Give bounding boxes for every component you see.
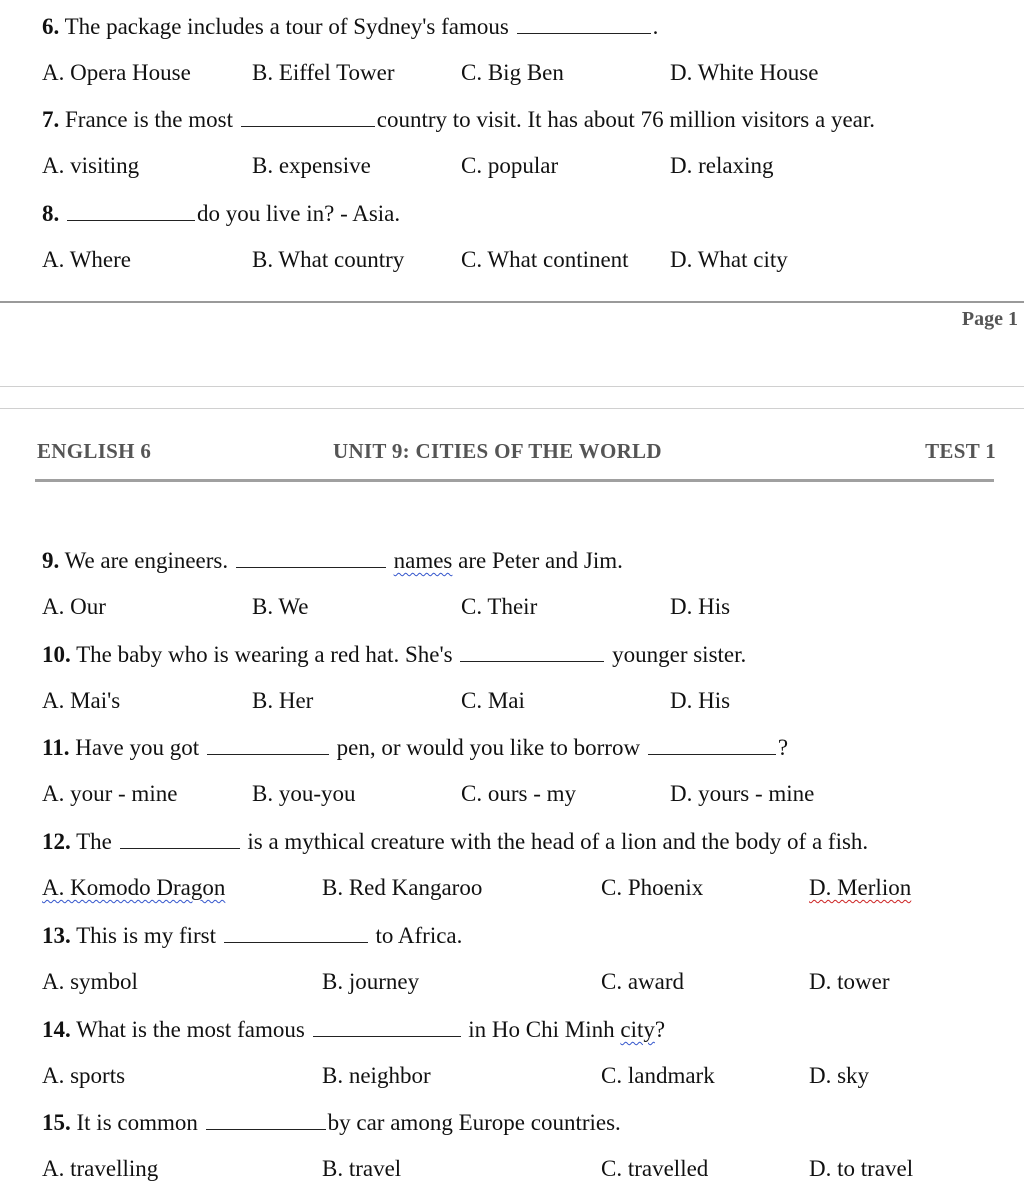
- question-text-end: younger sister.: [612, 642, 747, 667]
- option-b[interactable]: B. Red Kangaroo: [322, 875, 483, 900]
- option-c[interactable]: C. popular: [461, 153, 559, 178]
- option-b[interactable]: B. travel: [322, 1156, 402, 1181]
- question-text-end: do you live in? - Asia.: [197, 201, 401, 226]
- option-b[interactable]: B. What country: [252, 247, 405, 272]
- page-bottom-rule: [0, 301, 1024, 303]
- option-d[interactable]: D. tower: [809, 969, 890, 994]
- answer-blank[interactable]: [120, 826, 240, 849]
- option-a[interactable]: A. symbol: [42, 969, 138, 994]
- option-d[interactable]: D. His: [670, 688, 731, 713]
- question-text-mid: pen, or would you like to borrow: [336, 735, 641, 760]
- option-a[interactable]: A. sports: [42, 1063, 126, 1088]
- question-7: [42, 104, 875, 135]
- question-text: This is my first: [76, 923, 217, 948]
- question-text-end: ?: [777, 735, 789, 760]
- option-c[interactable]: C. travelled: [601, 1156, 709, 1181]
- option-c[interactable]: C. Big Ben: [461, 60, 564, 85]
- question-10: [42, 639, 746, 670]
- option-b[interactable]: B. neighbor: [322, 1063, 431, 1088]
- option-b[interactable]: B. Her: [252, 688, 314, 713]
- page-gap-top: [0, 386, 1024, 387]
- question-text: It is common: [76, 1110, 198, 1135]
- question-number: 13.: [42, 923, 71, 948]
- option-a[interactable]: A. visiting: [42, 153, 140, 178]
- question-number: 9.: [42, 548, 60, 573]
- option-c[interactable]: C. Mai: [461, 688, 525, 713]
- question-15: [42, 1107, 621, 1138]
- question-number: 7.: [42, 107, 60, 132]
- question-number: 8.: [42, 201, 60, 226]
- question-text-end: to Africa.: [375, 923, 463, 948]
- question-text: The: [76, 829, 112, 854]
- question-14: [42, 1014, 665, 1045]
- option-a[interactable]: A. Komodo Dragon: [42, 875, 226, 900]
- option-c[interactable]: C. ours - my: [461, 781, 576, 806]
- question-text-end: country to visit. It has about 76 million visitors a year.: [376, 107, 876, 132]
- option-d[interactable]: D. His: [670, 594, 731, 619]
- flagged-word: city: [620, 1017, 655, 1042]
- header-test-label: TEST 1: [925, 439, 996, 463]
- option-b[interactable]: B. journey: [322, 969, 420, 994]
- question-text: The baby who is wearing a red hat. She's: [76, 642, 453, 667]
- header-unit-title: UNIT 9: CITIES OF THE WORLD: [333, 439, 662, 463]
- question-text-end: by car among Europe countries.: [327, 1110, 621, 1135]
- question-number: 6.: [42, 14, 60, 39]
- option-a[interactable]: A. Where: [42, 247, 131, 272]
- page-gap-bottom: [0, 408, 1024, 409]
- option-d[interactable]: D. sky: [809, 1063, 870, 1088]
- question-text: What is the most famous: [76, 1017, 305, 1042]
- question-8: [42, 198, 400, 229]
- option-a[interactable]: A. Opera House: [42, 60, 191, 85]
- answer-blank[interactable]: [207, 732, 329, 755]
- option-a[interactable]: A. Our: [42, 594, 106, 619]
- option-d[interactable]: D. relaxing: [670, 153, 774, 178]
- header-rule: [35, 479, 994, 482]
- question-6: [42, 11, 658, 42]
- header-subject: ENGLISH 6: [37, 439, 152, 463]
- question-text-end: .: [652, 14, 659, 39]
- answer-blank[interactable]: [241, 104, 375, 127]
- question-number: 11.: [42, 735, 70, 760]
- option-b[interactable]: B. you-you: [252, 781, 356, 806]
- answer-blank[interactable]: [236, 545, 386, 568]
- option-c[interactable]: C. What continent: [461, 247, 629, 272]
- question-number: 15.: [42, 1110, 71, 1135]
- answer-blank[interactable]: [67, 198, 195, 221]
- question-text: The package includes a tour of Sydney's famous: [64, 14, 509, 39]
- option-d[interactable]: D. Merlion: [809, 875, 912, 900]
- question-text: We are engineers.: [64, 548, 229, 573]
- question-12: [42, 826, 868, 857]
- answer-blank[interactable]: [517, 11, 651, 34]
- option-d[interactable]: D. to travel: [809, 1156, 914, 1181]
- question-11: [42, 732, 788, 763]
- question-mark: ?: [654, 1017, 666, 1042]
- question-text-end: is a mythical creature with the head of a lion and the body of a fish.: [247, 829, 869, 854]
- option-d[interactable]: D. What city: [670, 247, 788, 272]
- option-a[interactable]: A. your - mine: [42, 781, 178, 806]
- question-text-end: are Peter and Jim.: [458, 548, 623, 573]
- question-text: Have you got: [75, 735, 200, 760]
- question-text: France is the most: [65, 107, 233, 132]
- answer-blank[interactable]: [206, 1107, 326, 1130]
- answer-blank[interactable]: [460, 639, 604, 662]
- option-b[interactable]: B. Eiffel Tower: [252, 60, 395, 85]
- answer-blank[interactable]: [313, 1014, 461, 1037]
- option-c[interactable]: C. Their: [461, 594, 538, 619]
- question-number: 12.: [42, 829, 71, 854]
- answer-blank[interactable]: [648, 732, 776, 755]
- option-b[interactable]: B. expensive: [252, 153, 371, 178]
- answer-blank[interactable]: [224, 920, 368, 943]
- option-c[interactable]: C. landmark: [601, 1063, 715, 1088]
- flagged-word: names: [393, 548, 453, 573]
- option-a[interactable]: A. travelling: [42, 1156, 159, 1181]
- option-d[interactable]: D. White House: [670, 60, 819, 85]
- question-number: 10.: [42, 642, 71, 667]
- page-number: Page 1: [961, 308, 1018, 330]
- question-number: 14.: [42, 1017, 71, 1042]
- option-b[interactable]: B. We: [252, 594, 309, 619]
- question-13: [42, 920, 462, 951]
- option-a[interactable]: A. Mai's: [42, 688, 121, 713]
- option-d[interactable]: D. yours - mine: [670, 781, 815, 806]
- option-c[interactable]: C. award: [601, 969, 685, 994]
- option-c[interactable]: C. Phoenix: [601, 875, 704, 900]
- question-text-end: in Ho Chi Minh: [468, 1017, 615, 1042]
- question-9: [42, 545, 623, 576]
